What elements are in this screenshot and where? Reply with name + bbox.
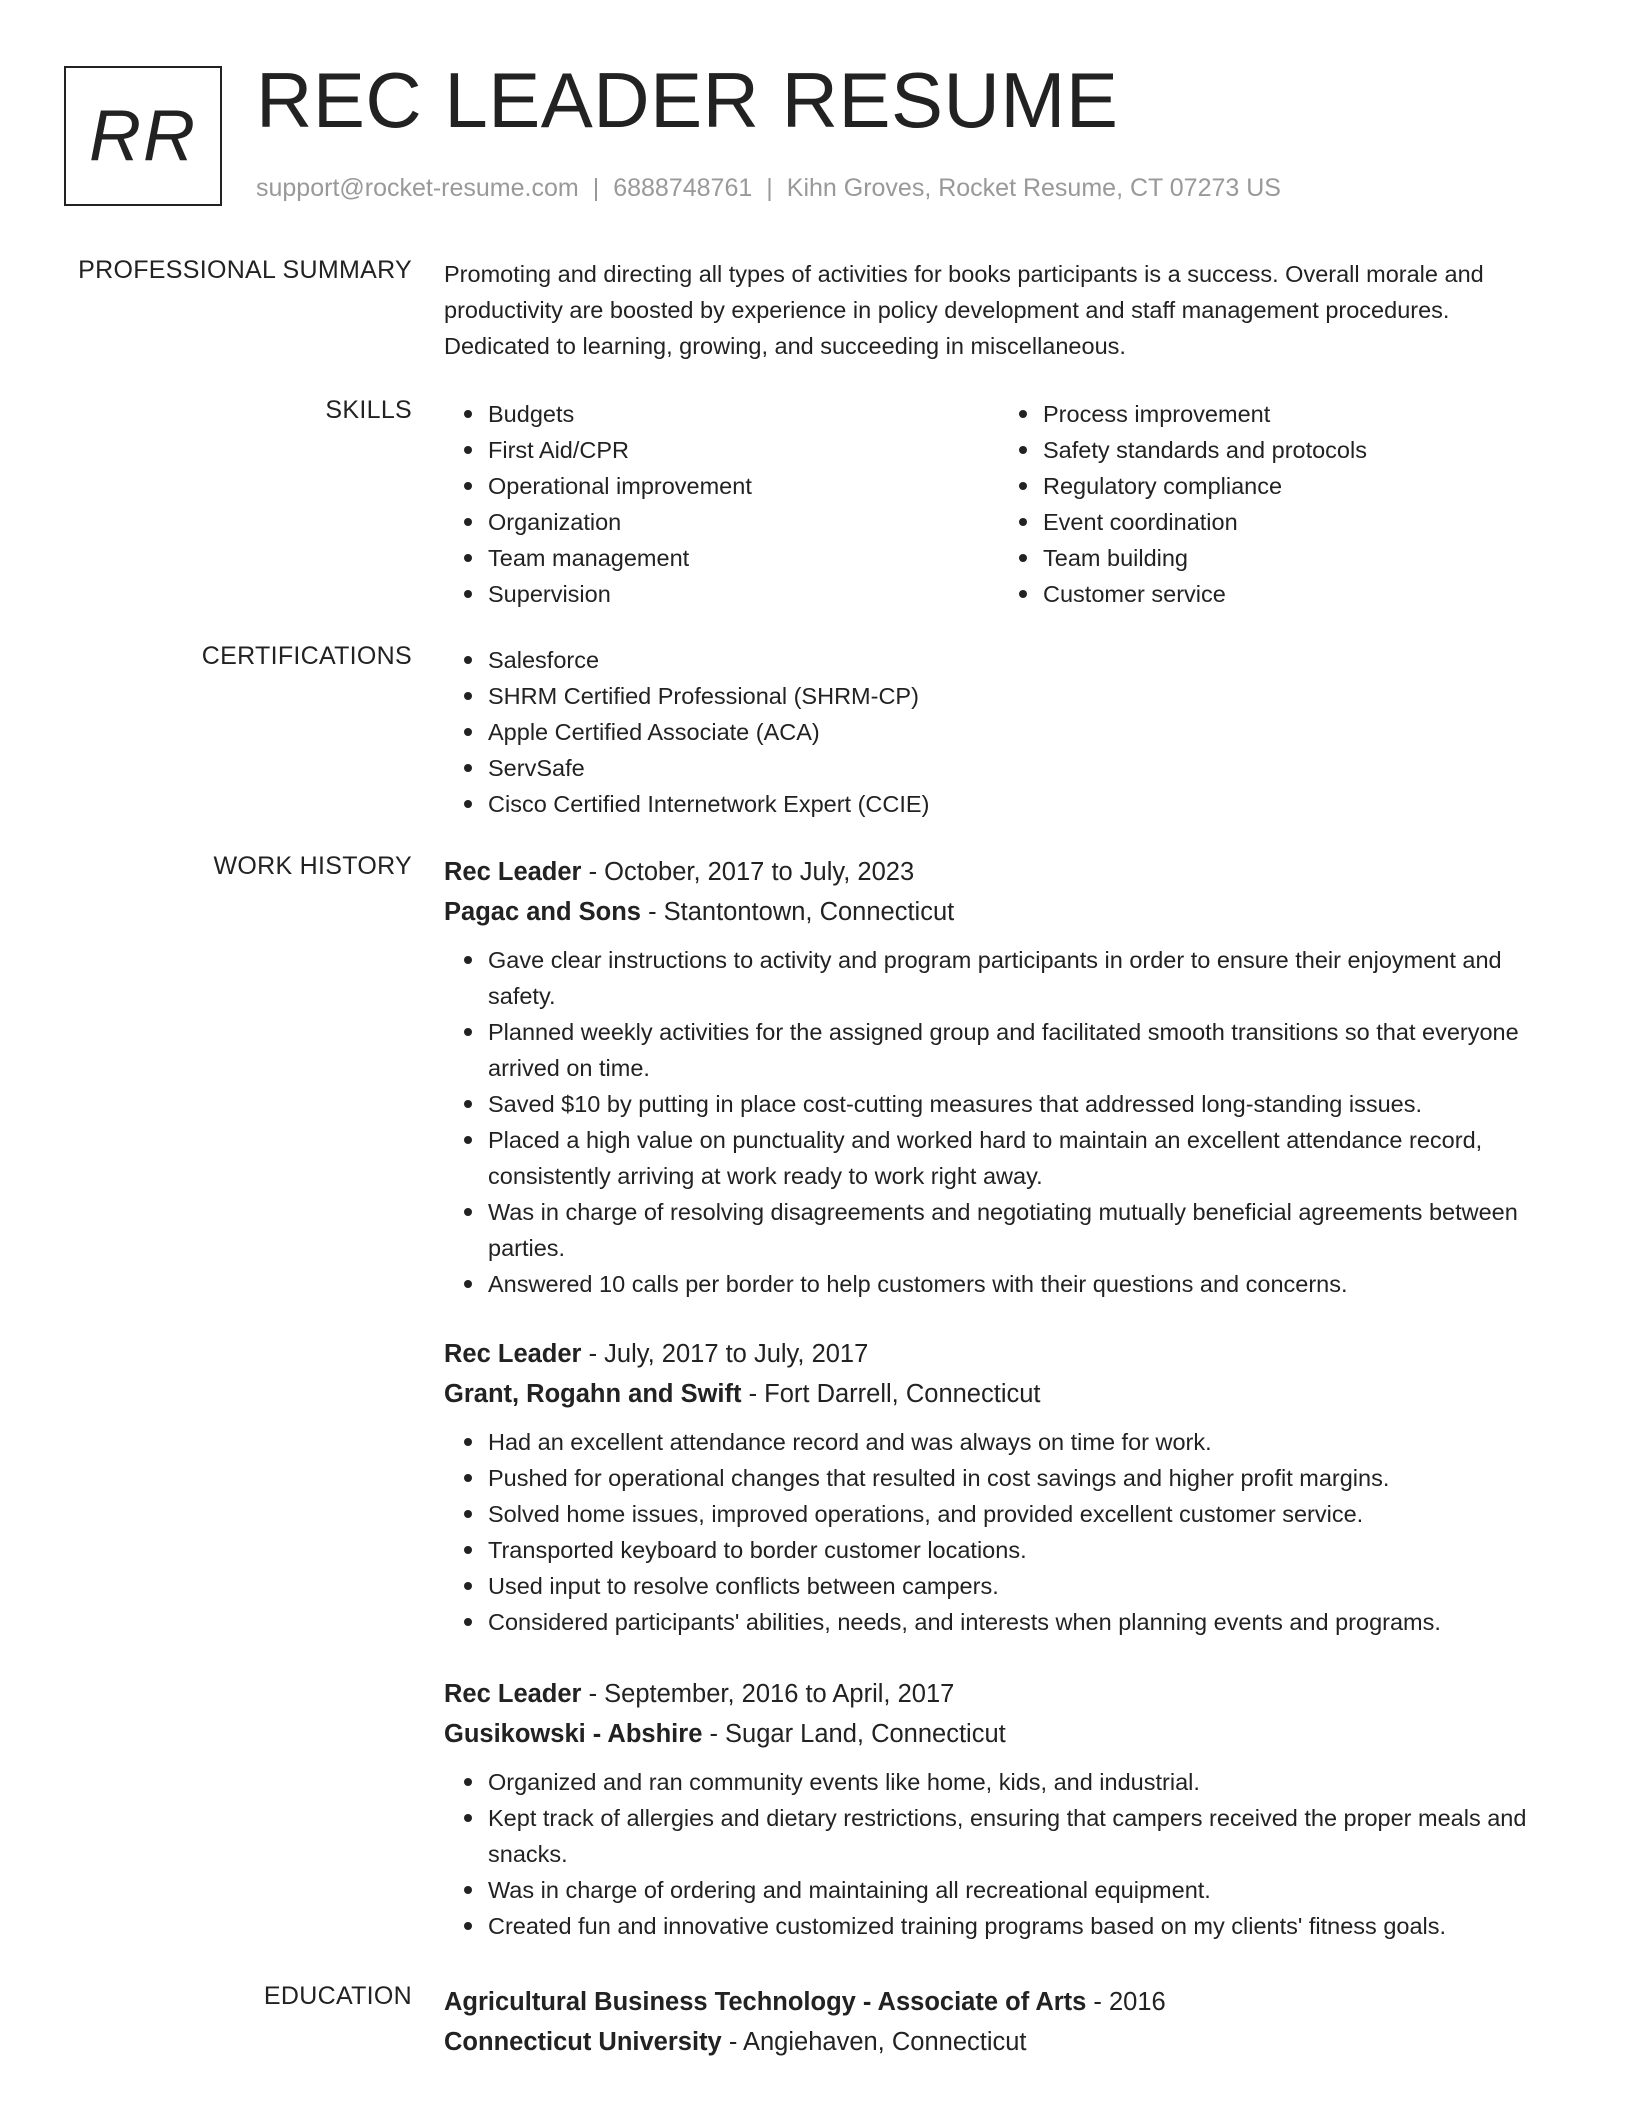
job-bullet: Organized and ran community events like home, kids, and industrial. bbox=[488, 1764, 1554, 1800]
skill-item: Safety standards and protocols bbox=[1043, 432, 1554, 468]
skill-item: Event coordination bbox=[1043, 504, 1554, 540]
job-bullet: Created fun and innovative customized training programs based on my clients' fitness goals. bbox=[488, 1908, 1554, 1944]
skill-item: Regulatory compliance bbox=[1043, 468, 1554, 504]
job-title: Rec Leader bbox=[444, 1340, 582, 1368]
job-bullet: Used input to resolve conflicts between campers. bbox=[488, 1568, 1554, 1604]
certification-item: SHRM Certified Professional (SHRM-CP) bbox=[488, 678, 1554, 714]
job-bullets bbox=[444, 1764, 1554, 1944]
section-label-certifications: CERTIFICATIONS bbox=[201, 642, 412, 670]
job-dates: - July, 2017 to July, 2017 bbox=[581, 1340, 869, 1368]
certifications-list bbox=[444, 642, 1554, 822]
education-body bbox=[444, 1982, 1554, 2062]
certifications-body bbox=[444, 642, 1554, 822]
job-bullet: Had an excellent attendance record and was always on time for work. bbox=[488, 1424, 1554, 1460]
job-company: Grant, Rogahn and Swift bbox=[444, 1380, 742, 1408]
job-bullet: Considered participants' abilities, needs, and interests when planning events and programs. bbox=[488, 1604, 1554, 1640]
skill-item: Team management bbox=[488, 540, 999, 576]
job-company-line bbox=[444, 1374, 1554, 1414]
job-title: Rec Leader bbox=[444, 1680, 582, 1708]
contact-separator: | bbox=[592, 174, 600, 202]
skill-item: Operational improvement bbox=[488, 468, 999, 504]
education-school: Connecticut University bbox=[444, 2028, 722, 2056]
work-history-body bbox=[444, 1674, 1554, 1944]
resume-title: REC LEADER RESUME bbox=[256, 56, 1119, 144]
certification-item: ServSafe bbox=[488, 750, 1554, 786]
job-location: - Sugar Land, Connecticut bbox=[702, 1720, 1006, 1748]
contact-address: Kihn Groves, Rocket Resume, CT 07273 US bbox=[786, 174, 1281, 202]
job-company: Pagac and Sons bbox=[444, 898, 641, 926]
job-bullet: Transported keyboard to border customer locations. bbox=[488, 1532, 1554, 1568]
section-label-work-history: WORK HISTORY bbox=[213, 852, 412, 880]
job-title-line bbox=[444, 852, 1554, 892]
section-label-summary: PROFESSIONAL SUMMARY bbox=[78, 256, 412, 284]
job-bullet: Planned weekly activities for the assigned group and facilitated smooth transitions so that everyone arrived on time. bbox=[488, 1014, 1554, 1086]
education-school-line bbox=[444, 2022, 1554, 2062]
job-bullet: Kept track of allergies and dietary restrictions, ensuring that campers received the proper meals and snacks. bbox=[488, 1800, 1554, 1872]
certification-item: Apple Certified Associate (ACA) bbox=[488, 714, 1554, 750]
work-history-body bbox=[444, 852, 1554, 1302]
skills-list-left bbox=[444, 396, 999, 612]
work-history-body bbox=[444, 1334, 1554, 1640]
certification-item: Salesforce bbox=[488, 642, 1554, 678]
summary-text: Promoting and directing all types of activities for books participants is a success. Overall morale and productivity are boosted by experience in policy development and staff management procedures. Dedicated to learning, growing, and succeeding in miscellaneous. bbox=[444, 261, 1484, 359]
skill-item: Budgets bbox=[488, 396, 999, 432]
section-label-skills: SKILLS bbox=[325, 396, 412, 424]
job-entry bbox=[444, 1674, 1554, 1944]
job-location: - Stantontown, Connecticut bbox=[640, 898, 955, 926]
education-location: - Angiehaven, Connecticut bbox=[721, 2028, 1027, 2056]
education-degree: Agricultural Business Technology - Associate of Arts bbox=[444, 1988, 1087, 2016]
job-dates: - September, 2016 to April, 2017 bbox=[581, 1680, 955, 1708]
section-label-education: EDUCATION bbox=[263, 1982, 412, 2010]
monogram-logo: RR bbox=[64, 66, 222, 206]
job-dates: - October, 2017 to July, 2023 bbox=[581, 858, 915, 886]
contact-phone: 6888748761 bbox=[613, 174, 753, 202]
job-title-line bbox=[444, 1674, 1554, 1714]
job-entry bbox=[444, 1334, 1554, 1640]
job-bullets bbox=[444, 1424, 1554, 1640]
job-bullet: Answered 10 calls per border to help customers with their questions and concerns. bbox=[488, 1266, 1554, 1302]
job-bullet: Was in charge of ordering and maintaining all recreational equipment. bbox=[488, 1872, 1554, 1908]
certification-item: Cisco Certified Internetwork Expert (CCIE) bbox=[488, 786, 1554, 822]
skill-item: Team building bbox=[1043, 540, 1554, 576]
skills-body bbox=[444, 396, 1554, 612]
job-company-line bbox=[444, 892, 1554, 932]
education-degree-line bbox=[444, 1982, 1554, 2022]
job-bullet: Solved home issues, improved operations, and provided excellent customer service. bbox=[488, 1496, 1554, 1532]
education-year: - 2016 bbox=[1086, 1988, 1166, 2016]
job-entry bbox=[444, 852, 1554, 1302]
job-title-line bbox=[444, 1334, 1554, 1374]
job-bullet: Pushed for operational changes that resulted in cost savings and higher profit margins. bbox=[488, 1460, 1554, 1496]
skill-item: First Aid/CPR bbox=[488, 432, 999, 468]
contact-separator: | bbox=[766, 174, 773, 202]
job-company-line bbox=[444, 1714, 1554, 1754]
job-company: Gusikowski - Abshire bbox=[444, 1720, 703, 1748]
job-bullet: Saved $10 by putting in place cost-cutting measures that addressed long-standing issues. bbox=[488, 1086, 1554, 1122]
skills-list-right bbox=[999, 396, 1554, 612]
contact-email: support@rocket-resume.com bbox=[256, 174, 579, 202]
job-bullet: Was in charge of resolving disagreements and negotiating mutually beneficial agreements between parties. bbox=[488, 1194, 1554, 1266]
job-title: Rec Leader bbox=[444, 858, 582, 886]
skill-item: Organization bbox=[488, 504, 999, 540]
skill-item: Process improvement bbox=[1043, 396, 1554, 432]
contact-line bbox=[256, 174, 1281, 203]
summary-body bbox=[444, 256, 1554, 364]
job-bullets bbox=[444, 942, 1554, 1302]
job-bullet: Placed a high value on punctuality and worked hard to maintain an excellent attendance record, consistently arriving at work ready to work right away. bbox=[488, 1122, 1554, 1194]
skill-item: Supervision bbox=[488, 576, 999, 612]
job-location: - Fort Darrell, Connecticut bbox=[741, 1380, 1041, 1408]
job-bullet: Gave clear instructions to activity and program participants in order to ensure their enjoyment and safety. bbox=[488, 942, 1554, 1014]
skill-item: Customer service bbox=[1043, 576, 1554, 612]
